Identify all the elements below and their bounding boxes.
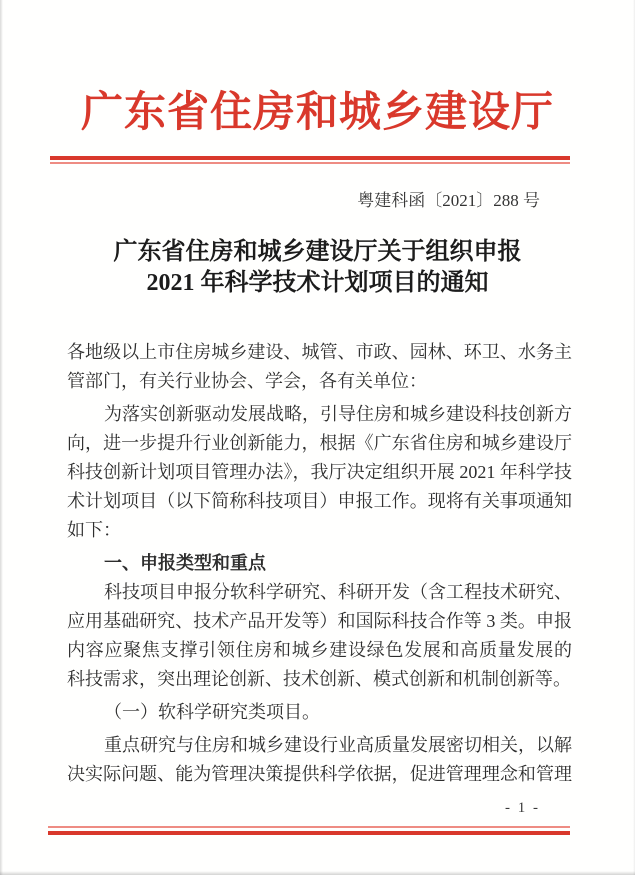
body-line: 为落实创新驱动发展战略，引导住房和城乡建设科技创新方 xyxy=(104,404,572,424)
body-line: 应用基础研究、技术产品开发等）和国际科技合作等 3 类。申报 xyxy=(67,611,572,631)
body-line: （一）软科学研究类项目。 xyxy=(104,702,320,722)
body-line: 如下： xyxy=(67,520,121,540)
body-line: 术计划项目（以下简称科技项目）申报工作。现将有关事项通知 xyxy=(67,491,572,511)
body-text xyxy=(67,338,572,789)
red-separator-top xyxy=(50,156,570,164)
body-line: 科技创新计划项目管理办法》，我厅决定组织开展 2021 年科学技 xyxy=(67,462,572,482)
section-heading-line: 一、申报类型和重点 xyxy=(104,553,266,573)
body-line: 科技项目申报分软科学研究、科研开发（含工程技术研究、 xyxy=(104,582,572,602)
body-line: 向，进一步提升行业创新能力，根据《广东省住房和城乡建设厅 xyxy=(67,433,572,453)
notice-title-line-2: 2021 年科学技术计划项目的通知 xyxy=(146,270,489,296)
red-separator-bottom-thick-line xyxy=(48,831,570,835)
body-line: 各地级以上市住房城乡建设、城管、市政、园林、环卫、水务主 xyxy=(67,342,572,362)
body-line: 决实际问题、能为管理决策提供科学依据，促进管理理念和管理 xyxy=(67,764,572,784)
document-number: 粤建科函〔2021〕288 号 xyxy=(357,191,540,210)
page-number: - 1 - xyxy=(505,800,540,816)
body-line: 重点研究与住房和城乡建设行业高质量发展密切相关，以解 xyxy=(104,735,572,755)
scan-edge-bottom xyxy=(0,871,635,875)
notice-title-line-1: 广东省住房和城乡建设厅关于组织申报 xyxy=(113,239,522,265)
body-line: 内容应聚焦支撑引领住房和城乡建设绿色发展和高质量发展的 xyxy=(67,640,572,660)
body-line: 科技需求，突出理论创新、技术创新、模式创新和机制创新等。 xyxy=(67,669,571,689)
red-separator-bottom xyxy=(48,826,570,835)
red-separator-top-thin-line xyxy=(50,162,570,164)
notice-title xyxy=(0,237,635,299)
letterhead-agency: 广东省住房和城乡建设厅 xyxy=(80,90,554,136)
body-line: 管部门，有关行业协会、学会，各有关单位： xyxy=(67,371,427,391)
